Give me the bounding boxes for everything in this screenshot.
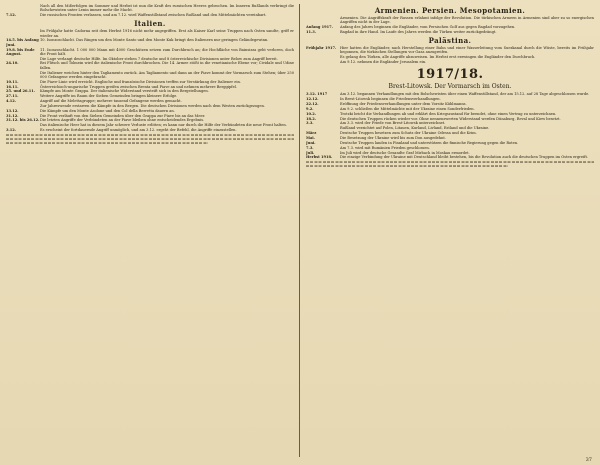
- entry-text: Die Piave-Linie wird erreicht. Englische und französische Divisionen treffen zur Verstärkung der Italiener ein.: [40, 79, 241, 84]
- entry-date: 10.11.: [6, 79, 19, 84]
- entry-text: Die einzige Verbindung der Ukraine mit Deutschland bleibt bestehen, bis die Revolution auch die deutschen Truppen im Osten ergreift.: [340, 155, 589, 160]
- entry-text: Nach all den Mißerfolgen im Sommer und Herbst ist nun die Kraft des russischen Heeres gebrochen. Im Inneren Rußlands verbringt die Bolschewisten unter Lenin immer mehr die Macht.: [40, 4, 294, 13]
- chronicle-entry: [306, 131, 594, 135]
- entry-date: 31.12.: [6, 113, 19, 118]
- chronicle-entry: [306, 136, 594, 140]
- left-intro: [6, 4, 294, 17]
- entry-text: Die deutschen Truppen rücken wieder vor. Ohne nennenswerten Widerstand werden Dünaburg, Reval und Kiew besetzt.: [340, 116, 561, 121]
- entry-date: Juli.: [306, 150, 315, 155]
- chronicle-entry: [306, 46, 594, 55]
- entry-text: Die Italiener weichen hinter den Tagliamento zurück. Am Tagliamento und dann an der Piave kommt der Vormarsch zum Stehen; über 250 000 Gefangene werden eingebracht.: [40, 70, 294, 79]
- chronicle-entry: [6, 4, 294, 13]
- entry-date: [6, 4, 40, 13]
- text-line: [6, 143, 208, 145]
- entry-text: Im Juli wird der deutsche Gesandte Graf Mirbach in Moskau ermordet.: [340, 150, 470, 155]
- chronicle-entry: [6, 123, 294, 127]
- entry-date: Anfang 1917.: [306, 25, 333, 30]
- entry-text: Eröffnung der Friedensverhandlungen unter dem Vorsitz Kühlmanns.: [340, 102, 467, 107]
- chronicle-entry: [306, 141, 594, 145]
- entry-text: Armenien. Die Angriffskraft der Russen erlahmt infolge der Revolution. Die türkischen Armeen in Armenien sind aber zu so energischen Angriffen nicht in der Lage.: [340, 16, 594, 25]
- entry-date: [306, 16, 340, 25]
- chronicle-entry: [6, 99, 294, 103]
- text-line: [306, 161, 594, 163]
- chronicle-entry: [6, 57, 294, 61]
- chronicle-entry: [6, 48, 294, 57]
- entry-date: Frühjahr 1917.: [306, 46, 337, 51]
- chronicle-entry: [306, 25, 594, 29]
- entry-date: 3.3.: [306, 121, 314, 126]
- entry-text: Weitere Angriffe im Raum der Sieben Gemeinden bringen kleinere Erfolge.: [40, 94, 178, 99]
- entry-text: Im Frühjahr hatte Cadorna seit dem Herbst 1916 nicht mehr angegriffen. Erst als Kaiser Karl seine Truppen nach Osten sandte, griff er wieder an.: [40, 29, 294, 38]
- entry-text: Es erscheint der fortdauernde Angriff unmöglich, und am 3.12. ergeht der Befehl, die Angriffe einzustellen.: [40, 128, 237, 133]
- entry-date: 22.12.: [306, 102, 319, 107]
- entry-text: Trotzki bricht die Verhandlungen ab und erklärt den Kriegszustand für beendet, ohne einen Vertrag zu unterzeichnen.: [340, 111, 557, 116]
- chronicle-entry: [306, 146, 594, 150]
- entry-date: [6, 57, 40, 61]
- text-line: [306, 166, 508, 168]
- entry-text: 11. Isonzoschlacht. 1 000 000 Mann mit 4000 Geschützen setzen zum Durchbruch an; die Hochfläche von Bainsizza geht verloren, doch die Front hält.: [40, 47, 294, 56]
- chronicle-entry: [306, 107, 594, 111]
- entry-text: Anfang des Jahres beginnen die Engländer, vom Persischen Golf aus gegen Bagdad vorzugehen.: [340, 25, 516, 30]
- entry-text: Die Lage verlangt deutsche Hilfe. Im Oktober stehen 7 deutsche und 8 österreichische Divisionen unter Below zum Angriff bereit.: [40, 56, 278, 61]
- chronicle-entry: [6, 118, 294, 122]
- heading-armenien: Armenien. Persien. Mesopotamien.: [374, 6, 526, 15]
- entry-date: 18.2.: [306, 116, 317, 121]
- page-number: 37: [585, 457, 592, 463]
- entry-date: 3.12. 1917: [306, 92, 328, 97]
- entry-date: Juni.: [306, 140, 316, 145]
- left-column: [6, 4, 294, 459]
- entry-date: 10.2.: [306, 111, 317, 116]
- entry-date: [306, 55, 340, 59]
- left-entries: [6, 29, 294, 132]
- chronicle-entry: [6, 29, 294, 38]
- entry-text: Am 7.3. wird mit Rumänien Frieden geschlossen.: [340, 145, 430, 150]
- chronicle-entry: [306, 30, 594, 34]
- entry-text: Das italienische Heer hat in diesem Jahr schwere Verluste erlitten; es kann nur durch die Hilfe der Verbündeten die neue Front halten.: [40, 123, 287, 128]
- entry-text: Es gelang den Türken, alle Angriffe abzuweisen. Im Herbst erst erzwingen die Engländer den Durchbruch.: [340, 55, 536, 60]
- entry-text: Die russischen Fronten verlassen, und am 7.12. wird Waffenstillstand zwischen Rußland und den Mittelmächten vereinbart.: [40, 13, 267, 18]
- entry-date: 3.12.: [6, 128, 17, 133]
- entry-text: Die Front verläuft von den Sieben Gemeinden über den Grappa zur Piave bis an das Meer.: [40, 113, 206, 118]
- heading-brest-litowsk: Brest-Litowsk. Der Vormarsch im Osten.: [388, 83, 512, 91]
- entry-date: 31.12. bis 26.12.: [6, 118, 40, 123]
- entry-text: Deutsche Truppen landen in Finnland und unterstützen die finnische Regierung gegen die Roten.: [340, 140, 519, 145]
- entry-text: 10. Isonzoschlacht. Das Ringen um den Monte Santo und den Monte Kuk bringt den Italienern nur geringen Geländegewinn.: [40, 38, 269, 43]
- entry-date: [306, 60, 340, 64]
- entry-date: 25. und 26.11.: [6, 89, 35, 94]
- entry-text: Am 9.12. nehmen die Engländer Jerusalem ein.: [340, 60, 427, 65]
- entry-date: [306, 126, 340, 130]
- entry-text: Österreichisch-ungarische Truppen greifen zwischen Brenta und Piave an und nehmen mehrere Berggipfel.: [40, 84, 238, 89]
- brest-litowsk-entries: [306, 92, 594, 159]
- chronicle-entry: [306, 55, 594, 59]
- entry-text: Zur Jahreswende erstarren die Kämpfe in den Bergen. Die deutschen Divisionen werden nach dem Westen zurückgezogen.: [40, 103, 265, 108]
- chronicle-entry: [6, 85, 294, 89]
- entry-text: Am 9.2. schließen die Mittelmächte mit der Ukraine einen Sonderfrieden.: [340, 106, 475, 111]
- chronicle-entry: [6, 80, 294, 84]
- chronicle-entry: [6, 114, 294, 118]
- chronicle-entry: [306, 92, 594, 96]
- entry-date: [6, 104, 40, 108]
- entry-date: 7.12.: [6, 13, 17, 18]
- entry-text: Deutsche Truppen besetzen zum Schutz der Ukraine Odessa und die Krim.: [340, 131, 477, 136]
- chronicle-entry: [306, 16, 594, 25]
- entry-date: Mai.: [306, 135, 315, 140]
- entry-date: März: [306, 131, 317, 136]
- entry-text: Kämpfe am Monte Grappa. Der italienische Widerstand versteift sich in den Bergstellungen.: [40, 89, 209, 94]
- chronicle-entry: [306, 102, 594, 106]
- entry-text: Die Besetzung der Ukraine wird bis zum Don ausgedehnt.: [340, 135, 446, 140]
- text-line: [6, 134, 294, 136]
- chronicle-entry: [6, 38, 294, 47]
- entry-date: 7.3.: [306, 145, 314, 150]
- chronicle-entry: [6, 61, 294, 70]
- entry-text: Bagdad in ihre Hand. Im Laufe des Jahres werden die Türken weiter zurückgedrängt.: [340, 29, 497, 34]
- entry-date: 4.12.: [6, 99, 17, 104]
- column-divider: [299, 4, 300, 457]
- chronicle-entry: [6, 128, 294, 132]
- chronicle-entry: [6, 94, 294, 98]
- chronicle-entry: [306, 126, 594, 130]
- entry-date: 9.2.: [306, 106, 314, 111]
- heading-1917-18: 1917/18.: [416, 67, 484, 83]
- chronicle-entry: [306, 151, 594, 155]
- palaestina-entries: [306, 46, 594, 64]
- entry-date: 27.11.: [6, 94, 19, 99]
- entry-date: Herbst 1918.: [306, 155, 333, 160]
- heading-palaestina: Palästina.: [428, 36, 472, 46]
- entry-text: Am 3.3. wird der Friede von Brest-Litowsk unterzeichnet.: [340, 121, 446, 126]
- chronicle-entry: [6, 104, 294, 108]
- entry-text: Hier hatten die Engländer, nach Herstellung einer Bahn und einer Wasserleitung vom Suezkanal durch die Wüste, bereits im Frühjahr begonnen, die türkischen Stellungen vor Gaza anzugreifen.: [340, 46, 594, 55]
- chronicle-entry: [306, 97, 594, 101]
- entry-text: Die letzten Angriffe der Verbündeten an der Piave bleiben ohne entscheidendes Ergebnis.: [40, 118, 205, 123]
- armenien-entries: [306, 16, 594, 34]
- entry-text: Bei Flitsch und Tolmein wird die italienische Front durchbrochen. Die 14. Armee stößt in die venetianische Ebene vor; Cividale und Udine fallen.: [40, 61, 294, 70]
- entry-date: 14.5. bis Anfang Juni.: [6, 38, 39, 47]
- chronicle-entry: [306, 60, 594, 64]
- chronicle-entry: [306, 121, 594, 125]
- heading-italien: Italien.: [134, 19, 166, 29]
- entry-date: 12.12.: [306, 97, 319, 102]
- entry-date: [6, 71, 40, 80]
- entry-date: 16.11.: [6, 84, 19, 89]
- entry-text: Angriff auf die Melettagruppe; mehrere tausend Gefangene werden gemacht.: [40, 99, 182, 104]
- chronicle-entry: [306, 112, 594, 116]
- entry-date: 24.10.: [6, 61, 19, 66]
- chronicle-entry: [6, 13, 294, 17]
- entry-date: [6, 29, 40, 38]
- entry-text: Am 3.12. begannen Verhandlungen mit den Bolschewisten über einen Waffenstillstand, der am 15.12. auf 28 Tage abgeschlossen wurde.: [340, 92, 590, 97]
- entry-date: [6, 123, 40, 127]
- right-column: [306, 4, 594, 459]
- entry-text: Rußland verzichtet auf Polen, Litauen, Kurland, Livland, Estland und die Ukraine.: [340, 126, 490, 131]
- chronicle-entry: [306, 155, 594, 159]
- chronicle-entry: [6, 89, 294, 93]
- entry-date: 11.3.: [306, 29, 317, 34]
- chronicle-entry: [306, 117, 594, 121]
- text-line: [6, 138, 294, 140]
- entry-date: 19.8. bis Ende August.: [6, 47, 35, 56]
- chronicle-entry: [6, 71, 294, 80]
- entry-text: Die Kämpfe um den Monte Asolone und den Col della Berretta dauern an.: [40, 108, 175, 113]
- entry-text: In Brest-Litowsk beginnen die Friedensverhandlungen.: [340, 97, 441, 102]
- chronicle-entry: [6, 109, 294, 113]
- entry-date: 13.12.: [6, 108, 19, 113]
